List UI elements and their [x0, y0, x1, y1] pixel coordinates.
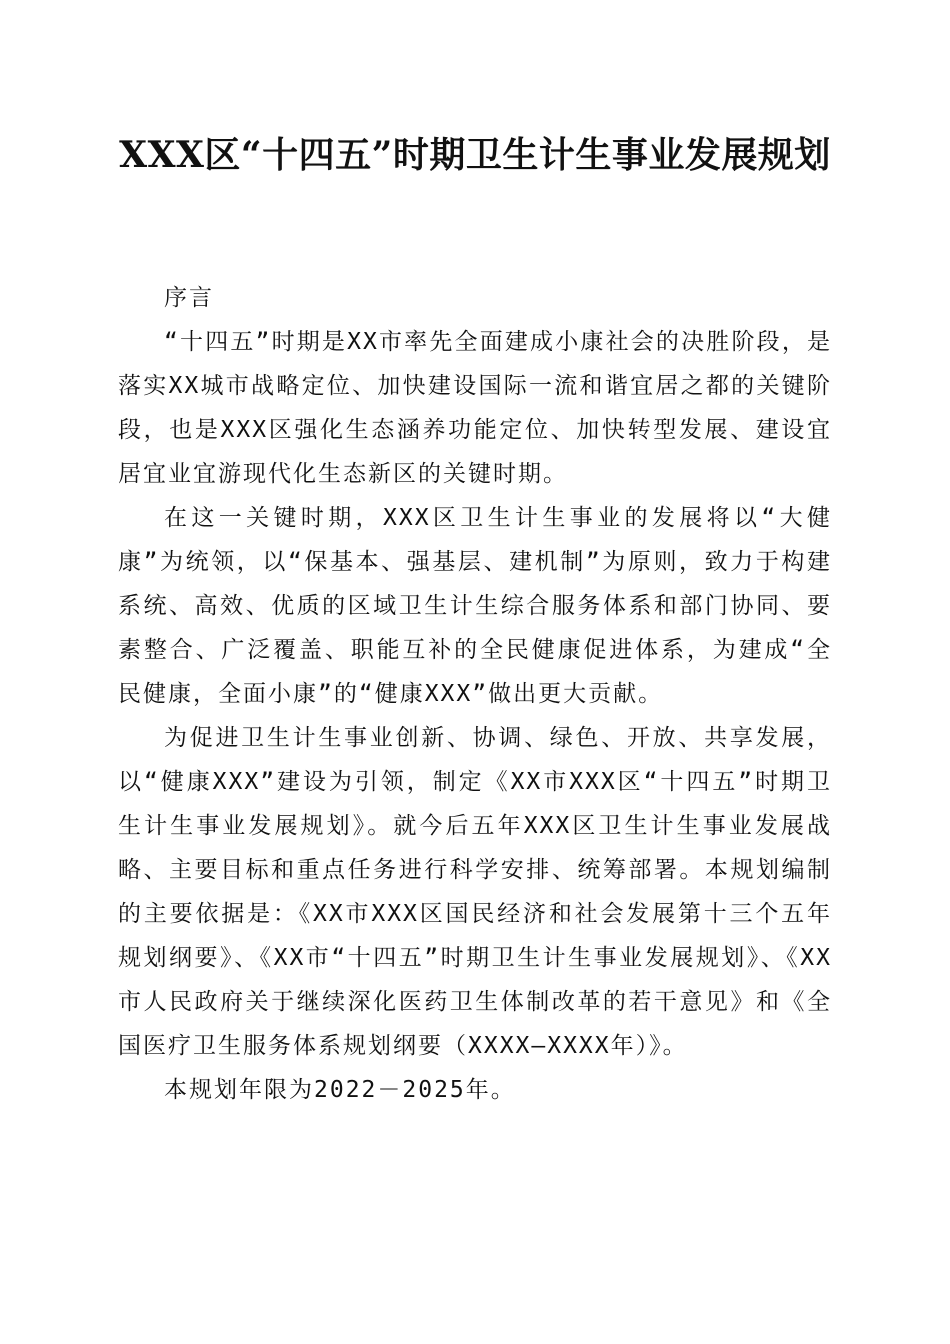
paragraph: “十四五”时期是XX市率先全面建成小康社会的决胜阶段，是落实XX城市战略定位、加快建设国际一流和谐宜居之都的关键阶段，也是XXX区强化生态涵养功能定位、加快转型发展、建设宜居宜业宜游现代化生态新区的关键时期。: [118, 329, 832, 487]
paragraph: 为促进卫生计生事业创新、协调、绿色、开放、共享发展，以“健康XXX”建设为引领，制定《XX市XXX区“十四五”时期卫生计生事业发展规划》。就今后五年XXX区卫生计生事业发展战略、主要目标和重点任务进行科学安排、统筹部署。本规划编制的主要依据是：《XX市XXX区国民经济和社会发展第十三个五年规划纲要》、《XX市“十四五”时期卫生计生事业发展规划》、《XX市人民政府关于继续深化医药卫生体制改革的若干意见》和《全国医疗卫生服务体系规划纲要（XXXX—XXXX年）》。: [118, 725, 832, 1059]
paragraph: 在这一关键时期，XXX区卫生计生事业的发展将以“大健康”为统领，以“保基本、强基层、建机制”为原则，致力于构建系统、高效、优质的区域卫生计生综合服务体系和部门协同、要素整合、广泛覆盖、职能互补的全民健康促进体系，为建成“全民健康，全面小康”的“健康XXX”做出更大贡献。: [118, 505, 832, 707]
section-heading-preface: 序言: [164, 285, 214, 311]
document-body: [118, 276, 832, 1112]
document-title: XXX区“十四五”时期卫生计生事业发展规划: [119, 134, 831, 176]
paragraph: 本规划年限为2022－2025年。: [164, 1077, 516, 1103]
